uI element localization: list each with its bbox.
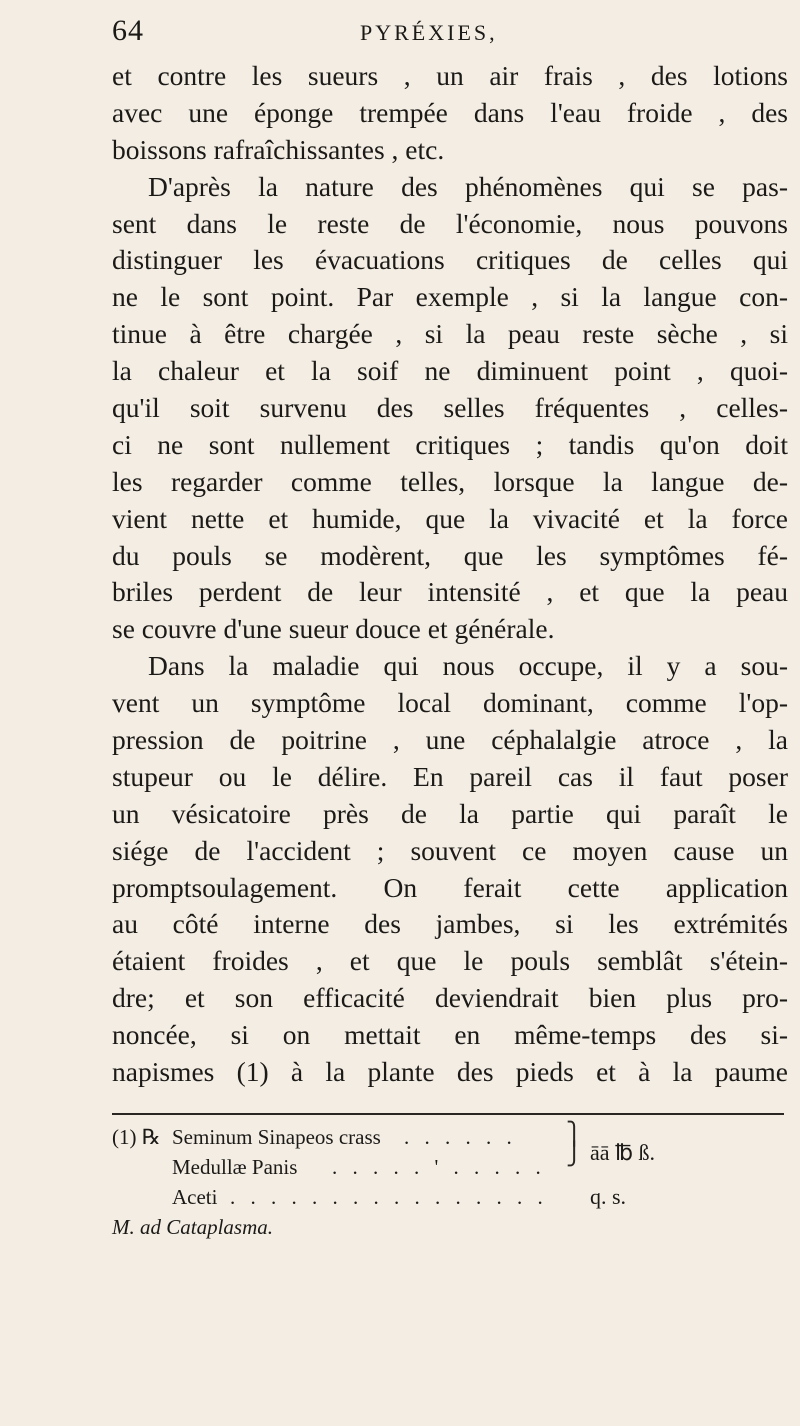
ingredient-label: Seminum Sinapeos crass bbox=[172, 1125, 381, 1149]
text-line: vent un symptôme local dominant, comme l'op- bbox=[112, 687, 788, 719]
brace-icon: ⎫ ⎭ bbox=[566, 1121, 583, 1166]
text-line: boissons rafraîchissantes , etc. bbox=[112, 133, 445, 165]
text-line: tinue à être chargée , si la peau reste sèche , si bbox=[112, 318, 788, 350]
text-line: siége de l'accident ; souvent ce moyen cause un bbox=[112, 834, 788, 866]
text-line: distinguer les évacuations critiques de celles qui bbox=[112, 244, 788, 276]
text-line: la chaleur et la soif ne diminuent point , quoi- bbox=[112, 355, 788, 387]
text-line: du pouls se modèrent, que les symptômes fé- bbox=[112, 539, 788, 571]
text-line: un vésicatoire près de la partie qui paraît le bbox=[112, 797, 788, 829]
text-line: stupeur ou le délire. En pareil cas il faut poser bbox=[112, 760, 788, 792]
footnote bbox=[112, 1122, 788, 1242]
footnote-marker: (1) ℞ bbox=[112, 1125, 161, 1149]
text-line: et contre les sueurs , un air frais , des lotions bbox=[112, 60, 788, 91]
ingredient-label: Medullæ Panis bbox=[172, 1155, 298, 1179]
text-line: pression de poitrine , une céphalalgie atroce , la bbox=[112, 724, 788, 756]
leader-dots: . . . . . . . . . . . . . . . . bbox=[230, 1185, 548, 1209]
leader-dots: . . . . . ' . . . . . bbox=[332, 1155, 546, 1179]
footnote-row bbox=[112, 1212, 788, 1242]
main-text bbox=[112, 58, 788, 1091]
prescription-closing: M. ad Cataplasma. bbox=[112, 1215, 274, 1239]
paragraph-start-line: Dans la maladie qui nous occupe, il y a sou- bbox=[148, 650, 788, 682]
text-line: avec une éponge trempée dans l'eau froide , des bbox=[112, 96, 788, 128]
dose-quantity: āā ℔ ß. bbox=[590, 1140, 656, 1165]
text-line: promptsoulagement. On ferait cette application bbox=[112, 871, 788, 903]
text-line: dre; et son efficacité deviendrait bien plus pro- bbox=[112, 982, 788, 1014]
text-line: étaient froides , et que le pouls semblât s'étein- bbox=[112, 945, 788, 977]
text-line: briles perdent de leur intensité , et que la peau bbox=[112, 576, 788, 608]
text-line: qu'il soit survenu des selles fréquentes , celles- bbox=[112, 392, 788, 424]
leader-dots: . . . . . . bbox=[404, 1125, 517, 1149]
text-line: noncée, si on mettait en même-temps des si- bbox=[112, 1019, 788, 1051]
text-line: ne le sont point. Par exemple , si la langue con- bbox=[112, 281, 788, 313]
text-line: vient nette et humide, que la vivacité et la force bbox=[112, 502, 788, 534]
text-line: au côté interne des jambes, si les extrémités bbox=[112, 908, 788, 940]
text-line: les regarder comme telles, lorsque la langue de- bbox=[112, 465, 788, 497]
page-header bbox=[112, 10, 672, 54]
text-line: napismes (1) à la plante des pieds et à la paume bbox=[112, 1056, 788, 1088]
text-line: sent dans le reste de l'économie, nous pouvons bbox=[112, 207, 788, 239]
footnote-row bbox=[112, 1152, 788, 1182]
ingredient-label: Aceti bbox=[172, 1185, 218, 1209]
footnote-row bbox=[112, 1121, 788, 1166]
text-line: ci ne sont nullement critiques ; tandis qu'on doit bbox=[112, 428, 788, 460]
dose-quantity: q. s. bbox=[590, 1184, 627, 1209]
page-number: 64 bbox=[112, 14, 144, 47]
text-line: se couvre d'une sueur douce et générale. bbox=[112, 613, 555, 645]
paragraph-start-line: D'après la nature des phénomènes qui se pas- bbox=[148, 170, 788, 202]
running-title: PYRÉXIES, bbox=[360, 20, 498, 45]
footnote-row bbox=[112, 1182, 788, 1212]
footnote-divider bbox=[112, 1113, 784, 1115]
